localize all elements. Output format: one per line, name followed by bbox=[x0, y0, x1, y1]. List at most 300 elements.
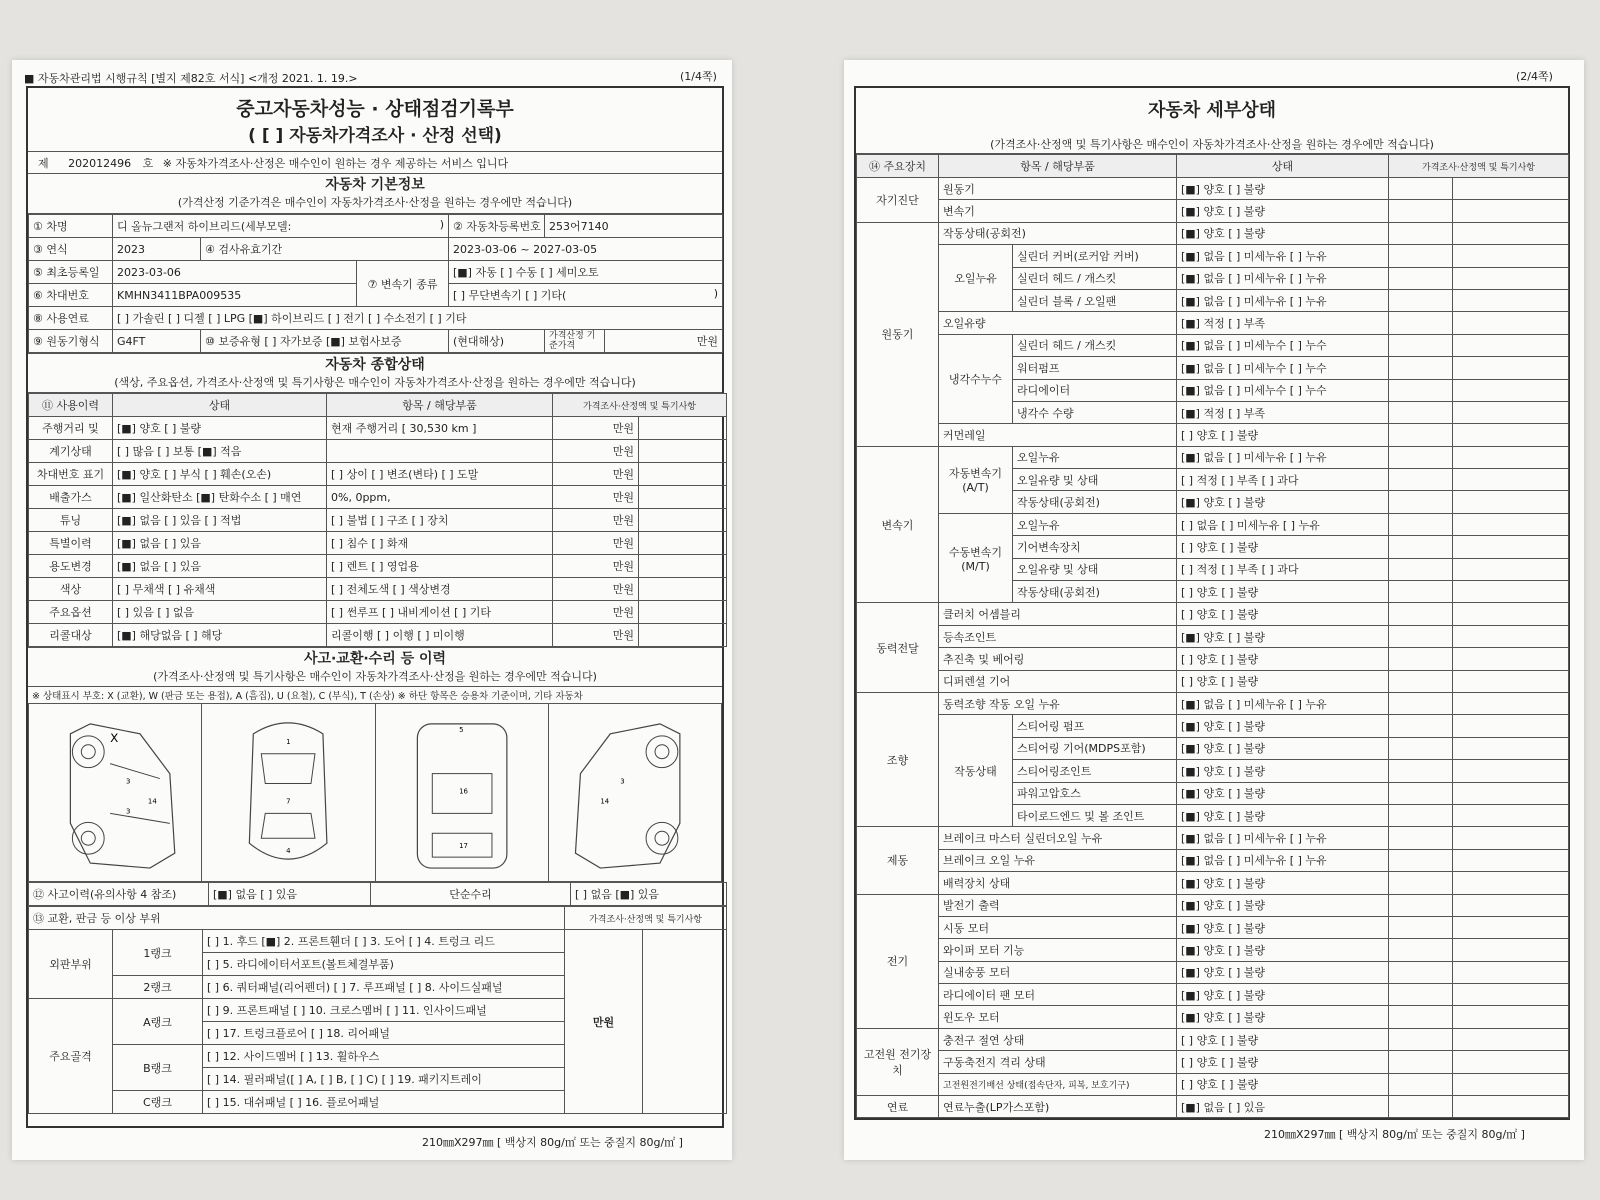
device-group-label: 원동기 bbox=[857, 222, 939, 446]
detail-state: [ ] 양호 [ ] 불량 bbox=[1177, 581, 1389, 603]
detail-price bbox=[1389, 1073, 1453, 1095]
valid-period-value: 2023-03-06 ~ 2027-03-05 bbox=[449, 238, 723, 261]
overall-row-item: 리콜이행 [ ] 이행 [ ] 미이행 bbox=[327, 624, 553, 647]
device-group-label: 제동 bbox=[857, 827, 939, 894]
overall-row-unit: 만원 bbox=[553, 509, 639, 532]
detail-price bbox=[1389, 581, 1453, 603]
first-reg-value: 2023-03-06 bbox=[113, 261, 357, 284]
overall-row-unit: 만원 bbox=[553, 601, 639, 624]
detail-price bbox=[1389, 1096, 1453, 1118]
rank-c-label: C랭크 bbox=[113, 1091, 203, 1114]
detail-price bbox=[1389, 916, 1453, 938]
detail-state: [■] 양호 [ ] 불량 bbox=[1177, 804, 1389, 826]
serial-suffix: 호 bbox=[142, 157, 154, 170]
form-frame bbox=[26, 86, 724, 1128]
page-number: (1/4쪽) bbox=[680, 70, 717, 83]
overall-row bbox=[29, 555, 727, 578]
detail-item: 오일유량 bbox=[939, 312, 1177, 334]
sub-group-label: 자동변속기 (A/T) bbox=[939, 446, 1013, 513]
detail-state: [■] 적정 [ ] 부족 bbox=[1177, 401, 1389, 423]
svg-text:3: 3 bbox=[126, 777, 131, 786]
overall-section-title: 자동차 종합상태 bbox=[325, 357, 425, 373]
detail-note bbox=[1453, 961, 1569, 983]
simple-repair-label: 단순수리 bbox=[371, 883, 571, 906]
detail-note bbox=[1453, 916, 1569, 938]
overall-row-state: [■] 양호 [ ] 부식 [ ] 훼손(오손) bbox=[113, 463, 327, 486]
detail-note bbox=[1453, 424, 1569, 446]
base-price-unit: 만원 bbox=[605, 330, 723, 353]
parts-table bbox=[28, 906, 727, 1114]
detail-rows bbox=[857, 178, 1569, 1118]
detail-item: 냉각수 수량 bbox=[1013, 401, 1177, 423]
detail-item: 작동상태(공회전) bbox=[939, 222, 1177, 244]
overall-row-item: [ ] 침수 [ ] 화재 bbox=[327, 532, 553, 555]
detail-item: 실린더 커버(로커암 커버) bbox=[1013, 245, 1177, 267]
exchange-mark-x: X bbox=[110, 730, 119, 745]
overall-header-item: 항목 / 해당부품 bbox=[327, 394, 553, 417]
main-frame-label: 주요골격 bbox=[29, 999, 113, 1114]
detail-note bbox=[1453, 1006, 1569, 1028]
detail-frame bbox=[854, 86, 1570, 1120]
detail-note bbox=[1453, 222, 1569, 244]
detail-note bbox=[1453, 603, 1569, 625]
detail-state: [ ] 양호 [ ] 불량 bbox=[1177, 424, 1389, 446]
detail-note bbox=[1453, 558, 1569, 580]
detail-state: [ ] 적정 [ ] 부족 [ ] 과다 bbox=[1177, 469, 1389, 491]
svg-text:5: 5 bbox=[458, 725, 464, 734]
detail-price bbox=[1389, 178, 1453, 200]
detail-item: 라디에이터 bbox=[1013, 379, 1177, 401]
detail-row bbox=[857, 939, 1569, 961]
detail-row bbox=[857, 827, 1569, 849]
accident-history-table bbox=[28, 882, 727, 906]
detail-item: 변속기 bbox=[939, 200, 1177, 222]
detail-header-state: 상태 bbox=[1177, 155, 1389, 178]
detail-state: [■] 없음 [ ] 미세누유 [ ] 누유 bbox=[1177, 446, 1389, 468]
detail-state: [■] 없음 [ ] 미세누수 [ ] 누수 bbox=[1177, 379, 1389, 401]
detail-state: [■] 양호 [ ] 불량 bbox=[1177, 1006, 1389, 1028]
detail-note bbox=[1453, 872, 1569, 894]
detail-item: 동력조향 작동 오일 누유 bbox=[939, 692, 1177, 714]
detail-item: 발전기 출력 bbox=[939, 894, 1177, 916]
overall-row-item: [ ] 상이 [ ] 변조(변타) [ ] 도말 bbox=[327, 463, 553, 486]
detail-price bbox=[1389, 804, 1453, 826]
detail-note bbox=[1453, 1051, 1569, 1073]
overall-header-price: 가격조사·산정액 및 특기사항 bbox=[553, 394, 727, 417]
overall-row-label: 용도변경 bbox=[29, 555, 113, 578]
detail-state: [■] 없음 [ ] 미세누유 [ ] 누유 bbox=[1177, 267, 1389, 289]
overall-row bbox=[29, 440, 727, 463]
device-group-label: 동력전달 bbox=[857, 603, 939, 693]
detail-state: [■] 양호 [ ] 불량 bbox=[1177, 760, 1389, 782]
overall-row-state: [ ] 있음 [ ] 없음 bbox=[113, 601, 327, 624]
detail-header-device: ⑭ 주요장치 bbox=[857, 155, 939, 178]
detail-note bbox=[1453, 849, 1569, 871]
parts-price-unit: 만원 bbox=[565, 930, 643, 1114]
detail-item: 원동기 bbox=[939, 178, 1177, 200]
rank-2-label: 2랭크 bbox=[113, 976, 203, 999]
detail-item: 스티어링조인트 bbox=[1013, 760, 1177, 782]
rank-a-label: A랭크 bbox=[113, 999, 203, 1045]
detail-item: 등속조인트 bbox=[939, 625, 1177, 647]
engine-type-value: G4FT bbox=[113, 330, 201, 353]
detail-row bbox=[857, 424, 1569, 446]
device-group-label: 고전원 전기장치 bbox=[857, 1028, 939, 1095]
detail-price bbox=[1389, 984, 1453, 1006]
overall-row bbox=[29, 532, 727, 555]
outer-panel-label: 외판부위 bbox=[29, 930, 113, 999]
detail-price bbox=[1389, 670, 1453, 692]
detail-state: [■] 양호 [ ] 불량 bbox=[1177, 872, 1389, 894]
detail-row bbox=[857, 222, 1569, 244]
car-left-view bbox=[29, 704, 202, 881]
detail-row bbox=[857, 715, 1569, 737]
valid-period-label: ④ 검사유효기간 bbox=[201, 238, 449, 261]
detail-price bbox=[1389, 200, 1453, 222]
engine-type-label: ⑨ 원동기형식 bbox=[29, 330, 113, 353]
car-right-view bbox=[549, 704, 721, 881]
detail-row bbox=[857, 961, 1569, 983]
detail-state: [ ] 양호 [ ] 불량 bbox=[1177, 648, 1389, 670]
car-name-value: 디 올뉴그랜저 하이브리드(세부모델: ) bbox=[113, 215, 449, 238]
detail-item: 오일누유 bbox=[1013, 446, 1177, 468]
overall-row-label: 특별이력 bbox=[29, 532, 113, 555]
detail-item: 디퍼렌셜 기어 bbox=[939, 670, 1177, 692]
parts-price-notes bbox=[643, 930, 727, 1114]
overall-row-item: [ ] 불법 [ ] 구조 [ ] 장치 bbox=[327, 509, 553, 532]
detail-table bbox=[856, 154, 1569, 1118]
device-group-label: 연료 bbox=[857, 1096, 939, 1118]
detail-title: 자동차 세부상태 bbox=[1148, 100, 1276, 121]
detail-price bbox=[1389, 648, 1453, 670]
detail-price bbox=[1389, 469, 1453, 491]
detail-state: [■] 양호 [ ] 불량 bbox=[1177, 178, 1389, 200]
detail-row bbox=[857, 692, 1569, 714]
rank-c-line-a: [ ] 15. 대쉬패널 [ ] 16. 플로어패널 bbox=[203, 1091, 565, 1114]
detail-item: 타이로드엔드 및 볼 조인트 bbox=[1013, 804, 1177, 826]
overall-row bbox=[29, 578, 727, 601]
rank-b-label: B랭크 bbox=[113, 1045, 203, 1091]
detail-item: 스티어링 펌프 bbox=[1013, 715, 1177, 737]
transmission-line-2: [ ] 무단변속기 [ ] 기타( ) bbox=[449, 284, 723, 307]
detail-item: 와이퍼 모터 기능 bbox=[939, 939, 1177, 961]
overall-row-unit: 만원 bbox=[553, 440, 639, 463]
basic-info-table bbox=[28, 214, 723, 353]
detail-row bbox=[857, 1096, 1569, 1118]
detail-price bbox=[1389, 782, 1453, 804]
detail-price bbox=[1389, 289, 1453, 311]
rank-1-label: 1랭크 bbox=[113, 930, 203, 976]
detail-state: [■] 양호 [ ] 불량 bbox=[1177, 737, 1389, 759]
svg-text:17: 17 bbox=[458, 842, 468, 851]
detail-state: [■] 양호 [ ] 불량 bbox=[1177, 894, 1389, 916]
overall-row-label: 배출가스 bbox=[29, 486, 113, 509]
detail-price bbox=[1389, 222, 1453, 244]
rank-b-line-a: [ ] 12. 사이드멤버 [ ] 13. 휠하우스 bbox=[203, 1045, 565, 1068]
status-symbol-legend: ※ 상태표시 부호: X (교환), W (판금 또는 용접), A (흠집), U (요철), C (부식), T (손상) ※ 하단 항목은 승용차 기준이며, 기타 자동차 bbox=[28, 687, 722, 704]
overall-row-label: 계기상태 bbox=[29, 440, 113, 463]
serial-prefix: 제 bbox=[38, 157, 49, 170]
detail-note bbox=[1453, 1028, 1569, 1050]
overall-row-item: 현재 주행거리 [ 30,530 km ] bbox=[327, 417, 553, 440]
law-reference: ■ 자동차관리법 시행규칙 [별지 제82호 서식] <개정 2021. 1. 19.> bbox=[24, 72, 358, 85]
rank-b-line-b: [ ] 14. 필러패널([ ] A, [ ] B, [ ] C) [ ] 19. 패키지트레이 bbox=[203, 1068, 565, 1091]
svg-text:14: 14 bbox=[147, 797, 157, 806]
overall-row-label: 리콜대상 bbox=[29, 624, 113, 647]
rank-1-line-a: [ ] 1. 후드 [■] 2. 프론트휀더 [ ] 3. 도어 [ ] 4. 트렁크 리드 bbox=[203, 930, 565, 953]
detail-price bbox=[1389, 334, 1453, 356]
detail-state: [■] 양호 [ ] 불량 bbox=[1177, 916, 1389, 938]
svg-text:4: 4 bbox=[286, 847, 291, 856]
overall-row-note bbox=[639, 578, 727, 601]
overall-row-item: [ ] 전체도색 [ ] 색상변경 bbox=[327, 578, 553, 601]
overall-row-state: [■] 없음 [ ] 있음 bbox=[113, 555, 327, 578]
form-header bbox=[28, 88, 722, 152]
overall-row-note bbox=[639, 624, 727, 647]
detail-state: [■] 없음 [ ] 있음 bbox=[1177, 1096, 1389, 1118]
base-price-label: 가격산정 기준가격 bbox=[545, 330, 605, 353]
detail-row bbox=[857, 1073, 1569, 1095]
detail-note bbox=[1453, 648, 1569, 670]
overall-row-state: [■] 없음 [ ] 있음 bbox=[113, 532, 327, 555]
overall-row bbox=[29, 463, 727, 486]
detail-item: 라디에이터 팬 모터 bbox=[939, 984, 1177, 1006]
overall-row-note bbox=[639, 486, 727, 509]
detail-price bbox=[1389, 245, 1453, 267]
detail-state: [■] 없음 [ ] 미세누유 [ ] 누유 bbox=[1177, 849, 1389, 871]
detail-item: 구동축전지 격리 상태 bbox=[939, 1051, 1177, 1073]
detail-price bbox=[1389, 536, 1453, 558]
detail-note bbox=[1453, 312, 1569, 334]
overall-row-note bbox=[639, 440, 727, 463]
detail-note bbox=[1453, 782, 1569, 804]
sub-group-label: 오일누유 bbox=[939, 245, 1013, 312]
detail-price bbox=[1389, 446, 1453, 468]
overall-row-unit: 만원 bbox=[553, 578, 639, 601]
detail-state: [ ] 양호 [ ] 불량 bbox=[1177, 603, 1389, 625]
detail-note bbox=[1453, 1096, 1569, 1118]
form-subtitle: ( [ ] 자동차가격조사 · 산정 선택) bbox=[248, 126, 502, 146]
year-label: ③ 연식 bbox=[29, 238, 113, 261]
overall-row-item bbox=[327, 440, 553, 463]
detail-row bbox=[857, 1051, 1569, 1073]
detail-note bbox=[1453, 581, 1569, 603]
detail-row bbox=[857, 894, 1569, 916]
detail-item: 작동상태(공회전) bbox=[1013, 581, 1177, 603]
serial-note: ※ 자동차가격조사·산정은 매수인이 원하는 경우 제공하는 서비스 입니다 bbox=[162, 157, 509, 170]
detail-note bbox=[1453, 804, 1569, 826]
detail-row bbox=[857, 984, 1569, 1006]
detail-price bbox=[1389, 1006, 1453, 1028]
detail-item: 충전구 절연 상태 bbox=[939, 1028, 1177, 1050]
svg-text:3: 3 bbox=[126, 807, 131, 816]
page-number: (2/4쪽) bbox=[1516, 70, 1553, 83]
device-group-label: 자기진단 bbox=[857, 178, 939, 223]
detail-price bbox=[1389, 961, 1453, 983]
overall-row-unit: 만원 bbox=[553, 624, 639, 647]
basic-section-title: 자동차 기본정보 bbox=[325, 177, 425, 193]
detail-price bbox=[1389, 513, 1453, 535]
device-group-label: 전기 bbox=[857, 894, 939, 1028]
detail-item: 커먼레일 bbox=[939, 424, 1177, 446]
detail-state: [■] 양호 [ ] 불량 bbox=[1177, 782, 1389, 804]
detail-row bbox=[857, 334, 1569, 356]
car-name-label: ① 차명 bbox=[29, 215, 113, 238]
serial-number: 202012496 bbox=[68, 157, 132, 170]
paper-spec-footer: 210㎜X297㎜ [ 백상지 80g/㎡ 또는 중질지 80g/㎡ ] bbox=[422, 1136, 683, 1149]
overall-row-unit: 만원 bbox=[553, 532, 639, 555]
overall-row bbox=[29, 624, 727, 647]
basic-section-header bbox=[28, 174, 722, 214]
overall-row-unit: 만원 bbox=[553, 417, 639, 440]
overall-row-state: [■] 없음 [ ] 있음 [ ] 적법 bbox=[113, 509, 327, 532]
detail-note bbox=[1453, 939, 1569, 961]
detail-state: [■] 양호 [ ] 불량 bbox=[1177, 491, 1389, 513]
detail-item: 오일유량 및 상태 bbox=[1013, 558, 1177, 580]
accident-history-label: ⑫ 사고이력(유의사항 4 참조) bbox=[29, 883, 209, 906]
detail-item: 배력장치 상태 bbox=[939, 872, 1177, 894]
detail-note bbox=[1453, 670, 1569, 692]
simple-repair-value: [ ] 없음 [■] 있음 bbox=[571, 883, 727, 906]
detail-row bbox=[857, 872, 1569, 894]
parts-label: ⑬ 교환, 판금 등 이상 부위 bbox=[29, 907, 565, 930]
overall-row-note bbox=[639, 601, 727, 624]
svg-text:3: 3 bbox=[619, 777, 625, 786]
detail-price bbox=[1389, 760, 1453, 782]
detail-item: 오일누유 bbox=[1013, 513, 1177, 535]
detail-price bbox=[1389, 312, 1453, 334]
detail-price bbox=[1389, 1028, 1453, 1050]
detail-note bbox=[1453, 289, 1569, 311]
detail-note bbox=[1453, 379, 1569, 401]
detail-state: [■] 없음 [ ] 미세누수 [ ] 누수 bbox=[1177, 357, 1389, 379]
rank-1-line-b: [ ] 5. 라디에이터서포트(볼트체결부품) bbox=[203, 953, 565, 976]
detail-note bbox=[1453, 446, 1569, 468]
parts-price-header: 가격조사·산정액 및 특기사항 bbox=[565, 907, 727, 930]
detail-note bbox=[1453, 894, 1569, 916]
detail-note bbox=[1453, 334, 1569, 356]
detail-item: 고전원전기배선 상태(접속단자, 피복, 보호기구) bbox=[939, 1073, 1177, 1095]
detail-row bbox=[857, 603, 1569, 625]
detail-price bbox=[1389, 357, 1453, 379]
detail-note bbox=[1453, 692, 1569, 714]
detail-header-item: 항목 / 해당부품 bbox=[939, 155, 1177, 178]
detail-row bbox=[857, 648, 1569, 670]
warranty-value: ⑩ 보증유형 [ ] 자가보증 [■] 보험사보증 bbox=[201, 330, 449, 353]
overall-row-note bbox=[639, 532, 727, 555]
overall-row-unit: 만원 bbox=[553, 555, 639, 578]
overall-row-state: [ ] 많음 [ ] 보통 [■] 적음 bbox=[113, 440, 327, 463]
detail-note bbox=[1453, 357, 1569, 379]
detail-row bbox=[857, 1006, 1569, 1028]
detail-item: 윈도우 모터 bbox=[939, 1006, 1177, 1028]
detail-row bbox=[857, 625, 1569, 647]
accident-section-title: 사고·교환·수리 등 이력 bbox=[303, 651, 447, 667]
detail-state: [■] 양호 [ ] 불량 bbox=[1177, 200, 1389, 222]
detail-state: [■] 양호 [ ] 불량 bbox=[1177, 625, 1389, 647]
accident-history-value: [■] 없음 [ ] 있음 bbox=[209, 883, 371, 906]
detail-price bbox=[1389, 939, 1453, 961]
svg-text:16: 16 bbox=[458, 787, 468, 796]
page-1 bbox=[12, 60, 732, 1160]
overall-row-label: 주행거리 및 bbox=[29, 417, 113, 440]
reg-number-value: 253어7140 bbox=[545, 215, 723, 238]
detail-note bbox=[1453, 827, 1569, 849]
detail-note bbox=[1453, 200, 1569, 222]
detail-note bbox=[1453, 491, 1569, 513]
detail-row bbox=[857, 312, 1569, 334]
sub-group-label: 작동상태 bbox=[939, 715, 1013, 827]
detail-state: [■] 없음 [ ] 미세누수 [ ] 누수 bbox=[1177, 334, 1389, 356]
detail-item: 실린더 블록 / 오일팬 bbox=[1013, 289, 1177, 311]
paper-spec-footer: 210㎜X297㎜ [ 백상지 80g/㎡ 또는 중질지 80g/㎡ ] bbox=[1264, 1128, 1525, 1141]
detail-price bbox=[1389, 267, 1453, 289]
detail-row bbox=[857, 916, 1569, 938]
detail-item: 파워고압호스 bbox=[1013, 782, 1177, 804]
fuel-value: [ ] 가솔린 [ ] 디젤 [ ] LPG [■] 하이브리드 [ ] 전기 [ ] 수소전기 [ ] 기타 bbox=[113, 307, 723, 330]
detail-note bbox=[1453, 245, 1569, 267]
overall-row-unit: 만원 bbox=[553, 486, 639, 509]
detail-item: 실내송풍 모터 bbox=[939, 961, 1177, 983]
detail-row bbox=[857, 200, 1569, 222]
detail-item: 워터펌프 bbox=[1013, 357, 1177, 379]
device-group-label: 변속기 bbox=[857, 446, 939, 603]
detail-header bbox=[856, 88, 1568, 154]
detail-row bbox=[857, 849, 1569, 871]
detail-price bbox=[1389, 625, 1453, 647]
detail-state: [■] 양호 [ ] 불량 bbox=[1177, 222, 1389, 244]
sub-group-label: 수동변속기 (M/T) bbox=[939, 513, 1013, 603]
overall-row bbox=[29, 417, 727, 440]
overall-row-state: [■] 해당없음 [ ] 해당 bbox=[113, 624, 327, 647]
overall-row-note bbox=[639, 509, 727, 532]
overall-row-note bbox=[639, 463, 727, 486]
page-2 bbox=[844, 60, 1584, 1160]
reg-number-label: ② 자동차등록번호 bbox=[449, 215, 545, 238]
overall-row-note bbox=[639, 417, 727, 440]
overall-section-header bbox=[28, 353, 722, 393]
detail-state: [ ] 양호 [ ] 불량 bbox=[1177, 1051, 1389, 1073]
overall-row-state: [■] 일산화탄소 [■] 탄화수소 [ ] 매연 bbox=[113, 486, 327, 509]
overall-row-label: 튜닝 bbox=[29, 509, 113, 532]
rank-2-line-a: [ ] 6. 쿼터패널(리어펜더) [ ] 7. 루프패널 [ ] 8. 사이드실패널 bbox=[203, 976, 565, 999]
overall-row-unit: 만원 bbox=[553, 463, 639, 486]
detail-note bbox=[1453, 401, 1569, 423]
detail-price bbox=[1389, 872, 1453, 894]
serial-line bbox=[28, 152, 722, 174]
detail-note bbox=[1453, 267, 1569, 289]
car-frame-view bbox=[376, 704, 549, 881]
fuel-label: ⑧ 사용연료 bbox=[29, 307, 113, 330]
first-reg-label: ⑤ 최초등록일 bbox=[29, 261, 113, 284]
transmission-label: ⑦ 변속기 종류 bbox=[357, 261, 449, 307]
car-damage-diagram bbox=[28, 704, 722, 882]
detail-item: 실린더 헤드 / 개스킷 bbox=[1013, 334, 1177, 356]
overall-row-note bbox=[639, 555, 727, 578]
detail-price bbox=[1389, 737, 1453, 759]
detail-item: 기어변속장치 bbox=[1013, 536, 1177, 558]
detail-price bbox=[1389, 715, 1453, 737]
vin-value: KMHN3411BPA009535 bbox=[113, 284, 357, 307]
detail-state: [■] 양호 [ ] 불량 bbox=[1177, 984, 1389, 1006]
rank-a-line-a: [ ] 9. 프론트패널 [ ] 10. 크로스멤버 [ ] 11. 인사이드패널 bbox=[203, 999, 565, 1022]
vin-label: ⑥ 차대번호 bbox=[29, 284, 113, 307]
detail-item: 오일유량 및 상태 bbox=[1013, 469, 1177, 491]
svg-text:7: 7 bbox=[286, 797, 291, 806]
car-top-view bbox=[202, 704, 375, 881]
overall-row-state: [■] 양호 [ ] 불량 bbox=[113, 417, 327, 440]
overall-header-state: 상태 bbox=[113, 394, 327, 417]
